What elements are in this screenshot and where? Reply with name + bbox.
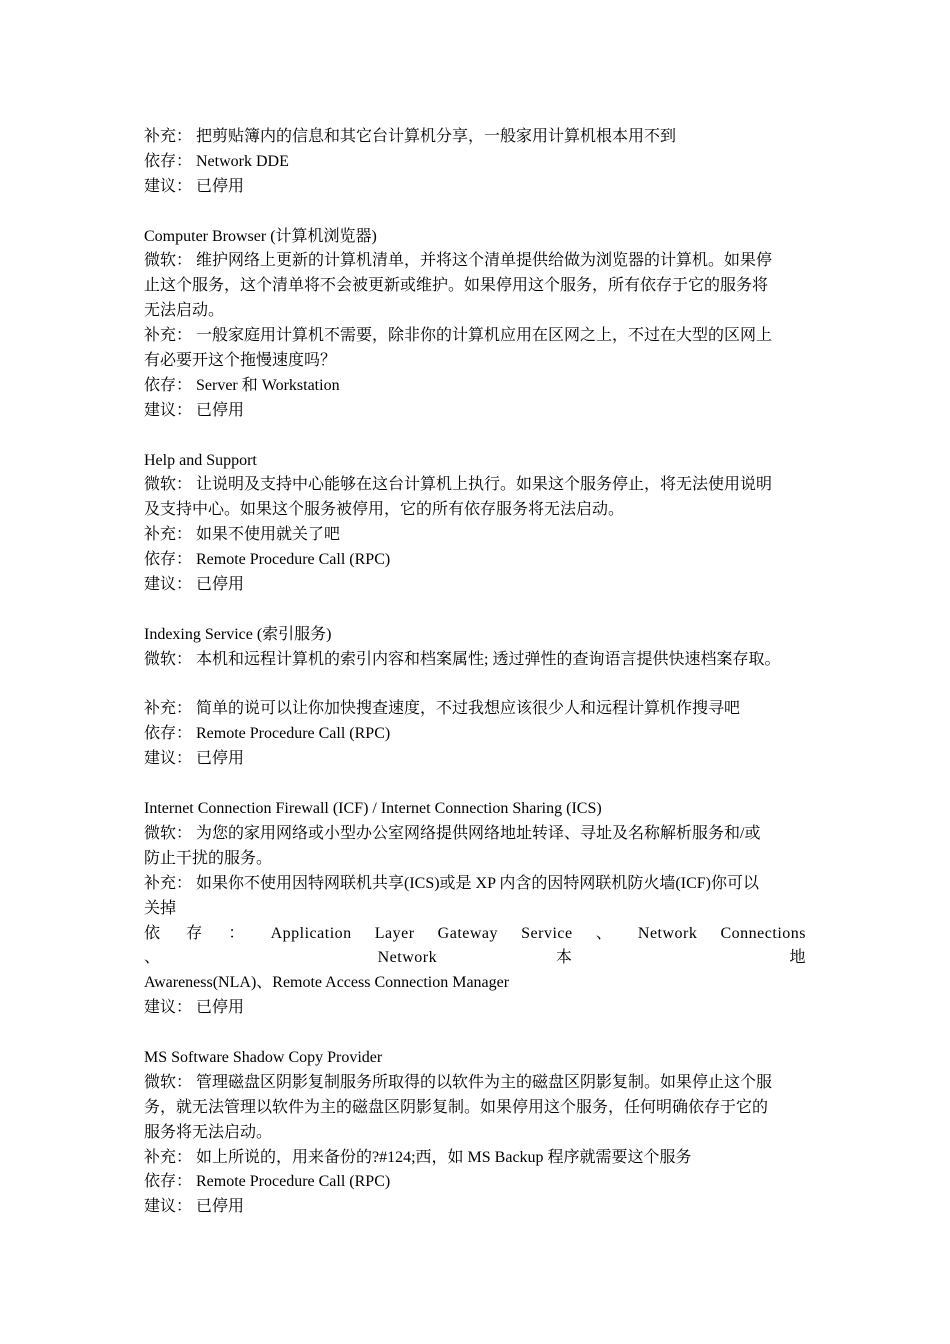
text-line: 防止干扰的服务。 <box>144 849 273 867</box>
text-line: 补充： 如上所说的，用来备份的?#124;西，如 MS Backup 程序就需要这个服务 <box>144 1148 692 1166</box>
blank-line <box>144 424 806 449</box>
section-title: Internet Connection Firewall (ICF) / Internet Connection Sharing (ICS) <box>144 800 602 818</box>
text-line: 止这个服务，这个清单将不会被更新或维护。如果停用这个服务，所有依存于它的服务将 <box>144 277 769 295</box>
text-line: 建议： 已停用 <box>144 750 245 768</box>
text-line: 建议： 已停用 <box>144 177 245 195</box>
text-line: 务，就无法管理以软件为主的磁盘区阴影复制。如果停用这个服务，任何明确依存于它的 <box>144 1098 769 1116</box>
text-line: 无法启动。 <box>144 302 225 320</box>
document-page <box>144 125 806 1220</box>
text-line: 依存： Remote Procedure Call (RPC) <box>144 725 391 743</box>
text-line: Awareness(NLA)、Remote Access Connection Manager <box>144 974 510 992</box>
text-line: 补充： 如果你不使用因特网联机共享(ICS)或是 XP 内含的因特网联机防火墙(ICF)你可以 <box>144 874 759 892</box>
text-line: 补充： 一般家庭用计算机不需要，除非你的计算机应用在区网之上，不过在大型的区网上 <box>144 327 773 345</box>
text-line: 补充： 把剪贴簿内的信息和其它台计算机分享，一般家用计算机根本用不到 <box>144 128 677 145</box>
section-title: Indexing Service (索引服务) <box>144 625 332 643</box>
text-line: 关掉 <box>144 899 177 917</box>
text-line: 微软： 为您的家用网络或小型办公室网络提供网络地址转译、寻址及名称解析服务和/或 <box>144 824 761 842</box>
section-title: Help and Support <box>144 451 257 469</box>
text-line: 微软： 让说明及支持中心能够在这台计算机上执行。如果这个服务停止，将无法使用说明 <box>144 476 773 494</box>
text-line: 依 存 ： Application Layer Gateway Service 、 Network Connections 、 Network 本 地 <box>144 924 806 967</box>
blank-line <box>144 1021 806 1046</box>
text-line: 建议： 已停用 <box>144 576 245 594</box>
text-line: 依存： Server 和 Workstation <box>144 376 340 394</box>
text-line: 依存： Network DDE <box>144 152 289 170</box>
text-line: 建议： 已停用 <box>144 401 245 419</box>
text-line: 补充： 如果不使用就关了吧 <box>144 526 341 544</box>
text-line: 建议： 已停用 <box>144 1198 245 1216</box>
text-line: 服务将无法启动。 <box>144 1123 273 1141</box>
text-line: 建议： 已停用 <box>144 999 245 1017</box>
text-line: 及支持中心。如果这个服务被停用，它的所有依存服务将无法启动。 <box>144 501 625 519</box>
blank-line <box>144 772 806 797</box>
text-line: 补充： 简单的说可以让你加快搜查速度，不过我想应该很少人和远程计算机作搜寻吧 <box>144 700 741 718</box>
text-line: 微软： 维护网络上更新的计算机清单，并将这个清单提供给做为浏览器的计算机。如果停 <box>144 252 773 270</box>
section-title: MS Software Shadow Copy Provider <box>144 1048 383 1066</box>
text-line: 依存： Remote Procedure Call (RPC) <box>144 551 391 569</box>
blank-line <box>144 598 806 623</box>
blank-line <box>144 673 806 698</box>
text-line: 微软： 管理磁盘区阴影复制服务所取得的以软件为主的磁盘区阴影复制。如果停止这个服 <box>144 1073 773 1091</box>
blank-line <box>144 200 806 225</box>
text-line: 微软： 本机和远程计算机的索引内容和档案属性; 透过弹性的查询语言提供快速档案存取。 <box>144 650 781 668</box>
text-line: 依存： Remote Procedure Call (RPC) <box>144 1173 391 1191</box>
section-title: Computer Browser (计算机浏览器) <box>144 227 377 245</box>
text-line: 有必要开这个拖慢速度吗？ <box>144 352 337 370</box>
